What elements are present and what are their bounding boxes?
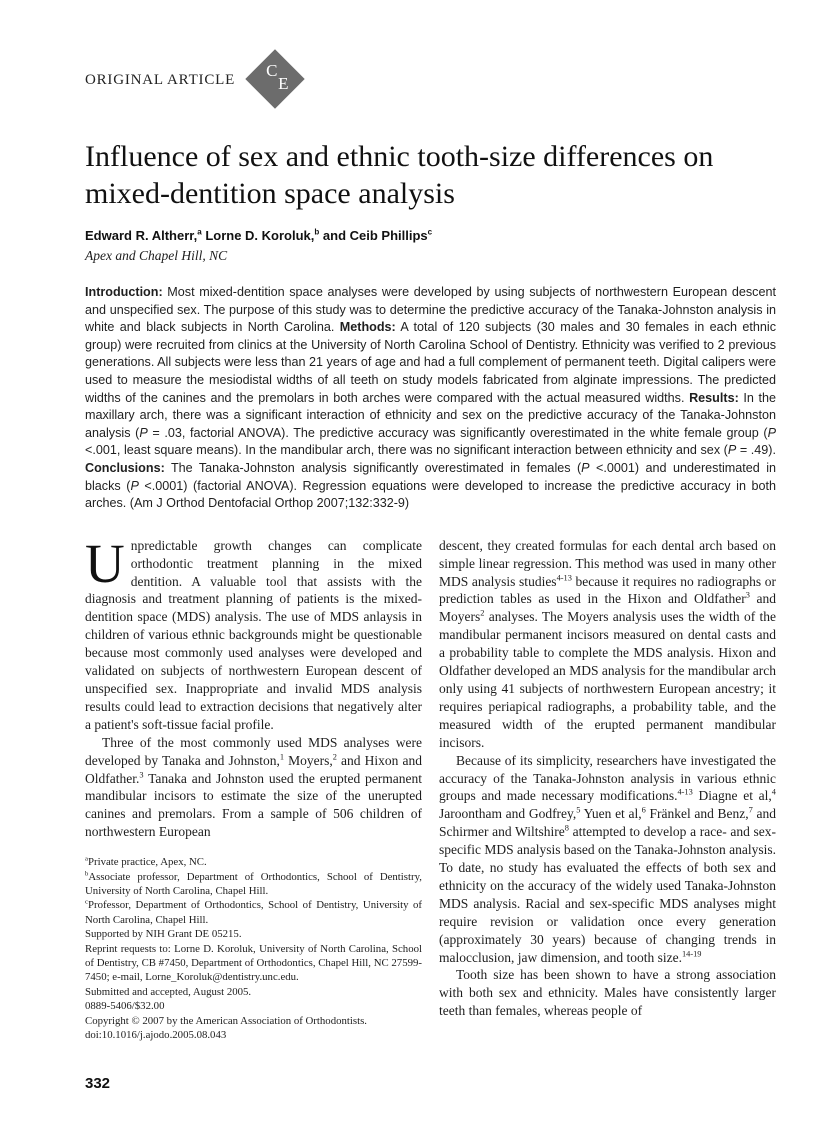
body-paragraph-4: Because of its simplicity, researchers have investigated the accuracy of the Tanaka-Johnston analysis in various ethnic groups and made necessary modifications.$^{4-13}$ Diagne et al,$^4$ Jaroontham and Godfrey,$^5$ Yuen et al,$^6$ Fränkel and Benz,$^7$ and Schirmer and Wiltshire$^8$ attempted to develop a race- and sex-specific MDS analysis based on the Tanaka-Johnston analysis. To date, no study has evaluated the effects of both sex and ethnicity on the accuracy of the widely used Tanaka-Johnston MDS analysis. Racial and sex-specific MDS analyses might require revision or validation once every generation (approximately 30 years) because of changing trends in malocclusion, jaw dimension, and tooth size.$^{14-19}$ [439,752,777,965]
left-column [85,532,422,1043]
footnote-affiliation-b: $^b$Associate professor, Department of Orthodontics, School of Dentistry, University of North Carolina, Chapel Hill. [85,869,422,897]
footnote-support: Supported by NIH Grant DE 05215. [85,928,242,941]
article-type-label: ORIGINAL ARTICLE [85,71,236,88]
logo-letter-e: E [278,74,289,93]
body-paragraph-5: Tooth size has been shown to have a strong association with both sex and ethnicity. Males have consistently larger teeth than females, whereas people of [439,967,776,1019]
footnote-submitted: Submitted and accepted, August 2005. [85,985,252,998]
logo-letter-c: C [266,61,278,80]
authors-line: Edward R. Altherr,$^a$ Lorne D. Koroluk,$^b$ and Ceib Phillips$^c$ [85,227,433,243]
body-paragraph-3: descent, they created formulas for each dental arch based on simple linear regression. This method was used in many other MDS analysis studies$^{4-13}$ because it requires no radiographs or prediction tables as used in the Hixon and Oldfather$^3$ and Moyers$^2$ analyses. The Moyers analysis uses the width of the mandibular permanent incisors measured on dental casts and a probability table to complete the MDS analysis. Hixon and Oldfather developed an MDS analysis for the mandibular arch only using 41 subjects of northwestern European ancestry; it requires periapical radiographs, a probability table, and the measured width of the erupted permanent mandibular incisors. [439,537,776,750]
page-header [85,48,776,112]
footnote-copyright: Copyright © 2007 by the American Association of Orthodontists. [85,1014,367,1027]
footnotes-block [85,855,422,1042]
footnote-reprint-requests: Reprint requests to: Lorne D. Koroluk, University of North Carolina, School of Dentistry, CB #7450, Department of Orthodontics, Chapel Hill, NC 27599-7450; e-mail, Lorne_Koroluk@dentistry.unc.edu. [85,942,422,984]
continuing-education-logo [243,48,307,112]
drop-cap: U [85,532,125,594]
two-column-body [85,532,777,1043]
footnote-affiliation-a: $^a$Private practice, Apex, NC. [85,855,207,869]
paragraph-text: npredictable growth changes can complicate orthodontic treatment planning in the mixed dentition. A valuable tool that assists with the diagnosis and treatment planning of patients is the mixed-dentition space (MDS) analysis. The use of MDS anlaysis in children of various ethnic backgrounds might be questionable because most commonly used analyses were developed and validated on subjects of northwestern European descent of unspecified sex. Inappropriate and invalid MDS analysis results could lead to extraction decisions that negatively alter a patient's soft-tissue facial profile. [85,537,422,732]
footnote-issn-price: 0889-5406/$32.00 [85,1000,165,1013]
body-paragraph-1 [85,532,422,734]
right-column [439,537,776,1043]
article-title: Influence of sex and ethnic tooth-size differences on mixed-dentition space analysis [85,140,714,210]
body-paragraph-2: Three of the most commonly used MDS analyses were developed by Tanaka and Johnston,$^1$ Moyers,$^2$ and Hixon and Oldfather.$^3$ Tanaka and Johnston used the erupted permanent mandibular incisors to estimate the size of the unerupted canines and premolars. From a sample of 506 children of northwestern European [85,734,422,840]
footnote-affiliation-c: $^c$Professor, Department of Orthodontics, School of Dentistry, University of North Carolina, Chapel Hill. [85,898,422,926]
abstract: Introduction: Most mixed-dentition space analyses were developed by using subjects of northwestern European descent and unspecified sex. The purpose of this study was to determine the predictive accuracy of the Tanaka-Johnston analysis in white and black subjects in North Carolina. Methods: A total of 120 subjects (30 males and 30 females in each ethnic group) were recruited from clinics at the University of North Carolina School of Dentistry. Ethnicity was verified to 2 previous generations. All subjects were less than 21 years of age and had a full complement of permanent teeth. Digital calipers were used to measure the mesiodistal widths of all teeth on study models fabricated from alginate impressions. The predicted widths of the canines and the premolars in both arches were compared with the actual measured widths. Results: In the maxillary arch, there was a significant interaction of ethnicity and sex on the predictive accuracy of the Tanaka-Johnston analysis (P = .03, factorial ANOVA). The predictive accuracy was significantly overestimated in the white female group (P <.001, least square means). In the mandibular arch, there was no significant interaction between ethnicity and sex (P = .49). Conclusions: The Tanaka-Johnston analysis significantly overestimated in females (P <.0001) and underestimated in blacks (P <.0001) (factorial ANOVA). Regression equations were developed to increase the predictive accuracy in both arches. (Am J Orthod Dentofacial Orthop 2007;132:332-9) [85,285,777,511]
page-number: 332 [85,1075,111,1092]
affiliation-line: Apex and Chapel Hill, NC [85,248,228,263]
footnote-doi: doi:10.1016/j.ajodo.2005.08.043 [85,1029,227,1041]
